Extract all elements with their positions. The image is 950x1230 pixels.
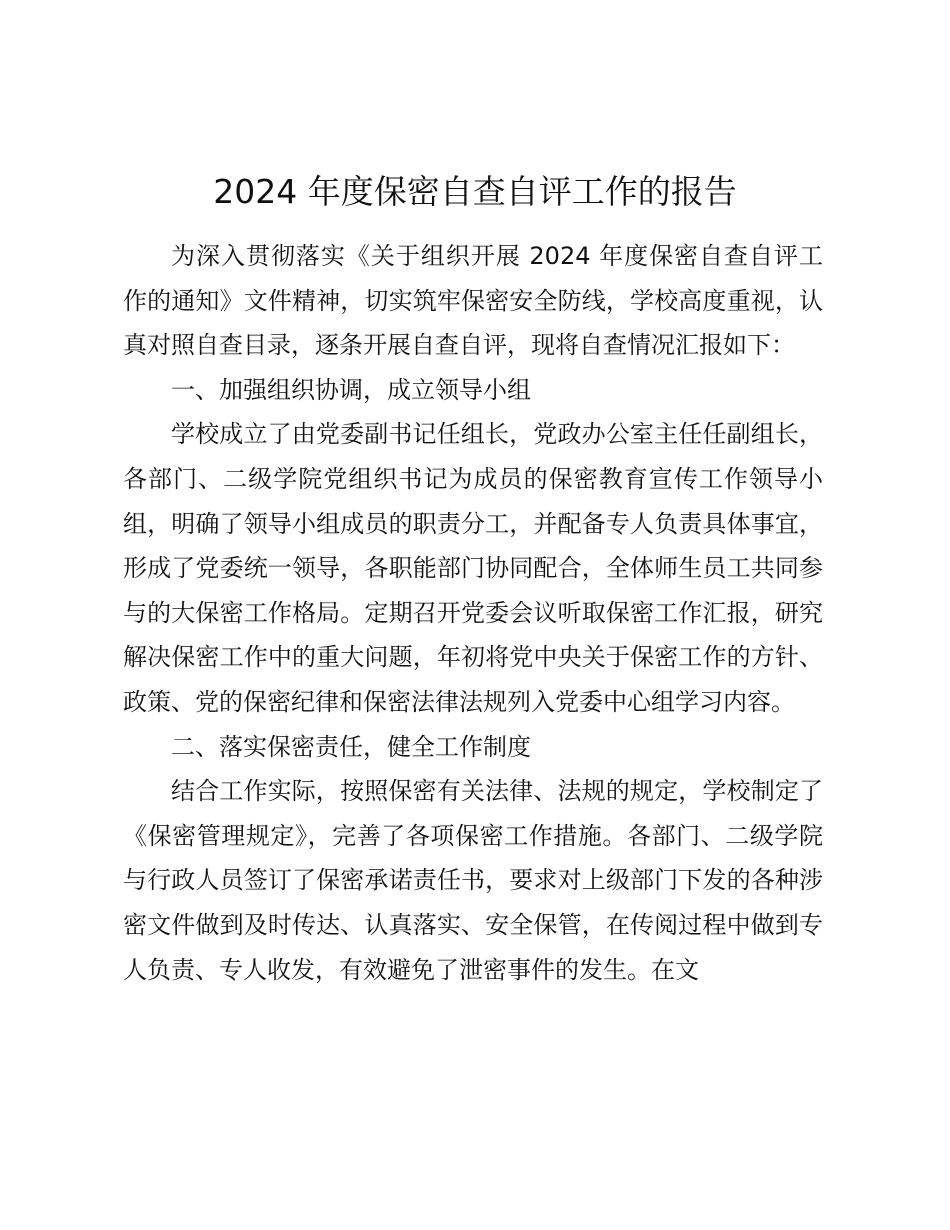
document-title: 2024 年度保密自查自评工作的报告 bbox=[213, 172, 737, 211]
section-2-paragraph: 结合工作实际，按照保密有关法律、法规的规定，学校制定了《保密管理规定》，完善了各项保密工作措施。各部门、二级学院与行政人员签订了保密承诺责任书，要求对上级部门下发的各种涉密文件做到及时传达、认真落实、安全保管，在传阅过程中做到专人负责、专人收发，有效避免了泄密事件的发生。在文 bbox=[123, 777, 823, 984]
intro-paragraph: 为深入贯彻落实《关于组织开展 2024 年度保密自查自评工作的通知》文件精神，切实筑牢保密安全防线，学校高度重视，认真对照自查目录，逐条开展自查自评，现将自查情况汇报如下： bbox=[123, 242, 823, 360]
section-heading-1: 一、加强组织协调，成立领导小组 bbox=[171, 375, 531, 404]
document-body bbox=[123, 234, 823, 992]
section-heading-2: 二、落实保密责任，健全工作制度 bbox=[171, 732, 531, 761]
section-1-paragraph: 学校成立了由党委副书记任组长，党政办公室主任任副组长，各部门、二级学院党组织书记为成员的保密教育宣传工作领导小组，明确了领导小组成员的职责分工，并配备专人负责具体事宜，形成了党委统一领导，各职能部门协同配合，全体师生员工共同参与的大保密工作格局。定期召开党委会议听取保密工作汇报，研究解决保密工作中的重大问题，年初将党中央关于保密工作的方针、政策、党的保密纪律和保密法律法规列入党委中心组学习内容。 bbox=[123, 420, 823, 716]
